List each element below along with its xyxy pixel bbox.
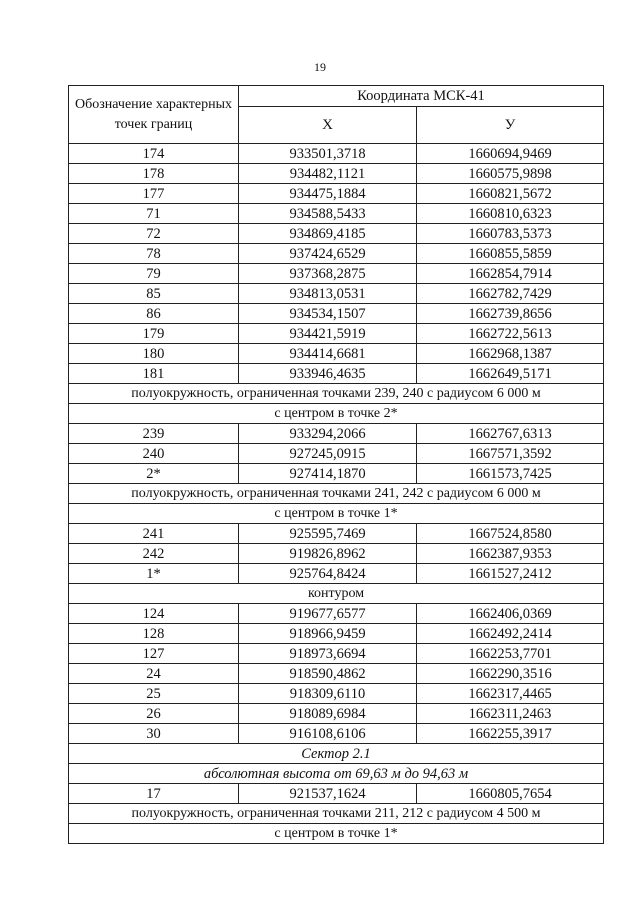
table-row	[69, 744, 604, 764]
table-row	[69, 284, 604, 304]
point-id-cell: 17	[69, 784, 239, 804]
header-coordinate: Координата МСК-41	[239, 86, 604, 107]
table-row	[69, 164, 604, 184]
y-coordinate-cell: 1662492,2414	[417, 624, 604, 644]
table-row	[69, 824, 604, 844]
table-row	[69, 624, 604, 644]
x-coordinate-cell: 934813,0531	[239, 284, 417, 304]
y-coordinate-cell: 1667524,8580	[417, 524, 604, 544]
point-id-cell: 85	[69, 284, 239, 304]
x-coordinate-cell: 933946,4635	[239, 364, 417, 384]
point-id-cell: 78	[69, 244, 239, 264]
y-coordinate-cell: 1662767,6313	[417, 424, 604, 444]
point-id-cell: 127	[69, 644, 239, 664]
y-coordinate-cell: 1660810,6323	[417, 204, 604, 224]
x-coordinate-cell: 933501,3718	[239, 144, 417, 164]
point-id-cell: 174	[69, 144, 239, 164]
point-id-cell: 241	[69, 524, 239, 544]
table-row	[69, 264, 604, 284]
table-row	[69, 444, 604, 464]
y-coordinate-cell: 1662317,4465	[417, 684, 604, 704]
y-coordinate-cell: 1662387,9353	[417, 544, 604, 564]
table-row	[69, 504, 604, 524]
x-coordinate-cell: 918089,6984	[239, 704, 417, 724]
note-cell: контуром	[69, 584, 604, 604]
point-id-cell: 86	[69, 304, 239, 324]
x-coordinate-cell: 925764,8424	[239, 564, 417, 584]
y-coordinate-cell: 1662782,7429	[417, 284, 604, 304]
point-id-cell: 30	[69, 724, 239, 744]
note-cell: полуокружность, ограниченная точками 241, 242 с радиусом 6 000 м	[69, 484, 604, 504]
y-coordinate-cell: 1660783,5373	[417, 224, 604, 244]
table-row	[69, 524, 604, 544]
point-id-cell: 128	[69, 624, 239, 644]
y-coordinate-cell: 1662406,0369	[417, 604, 604, 624]
y-coordinate-cell: 1661527,2412	[417, 564, 604, 584]
x-coordinate-cell: 918973,6694	[239, 644, 417, 664]
x-coordinate-cell: 934869,4185	[239, 224, 417, 244]
x-coordinate-cell: 918966,9459	[239, 624, 417, 644]
y-coordinate-cell: 1662255,3917	[417, 724, 604, 744]
x-coordinate-cell: 934475,1884	[239, 184, 417, 204]
x-coordinate-cell: 933294,2066	[239, 424, 417, 444]
table-row	[69, 664, 604, 684]
x-coordinate-cell: 921537,1624	[239, 784, 417, 804]
point-id-cell: 240	[69, 444, 239, 464]
table-row	[69, 604, 604, 624]
y-coordinate-cell: 1660575,9898	[417, 164, 604, 184]
table-row	[69, 384, 604, 404]
x-coordinate-cell: 927245,0915	[239, 444, 417, 464]
point-id-cell: 239	[69, 424, 239, 444]
x-coordinate-cell: 934534,1507	[239, 304, 417, 324]
x-coordinate-cell: 918590,4862	[239, 664, 417, 684]
note-cell: полуокружность, ограниченная точками 211, 212 с радиусом 4 500 м	[69, 804, 604, 824]
point-id-cell: 124	[69, 604, 239, 624]
y-coordinate-cell: 1660855,5859	[417, 244, 604, 264]
y-coordinate-cell: 1660821,5672	[417, 184, 604, 204]
header-x: Х	[239, 107, 417, 144]
table-row	[69, 704, 604, 724]
x-coordinate-cell: 934482,1121	[239, 164, 417, 184]
section-heading-cell: Сектор 2.1	[69, 744, 604, 764]
y-coordinate-cell: 1662722,5613	[417, 324, 604, 344]
x-coordinate-cell: 919826,8962	[239, 544, 417, 564]
header-y: У	[417, 107, 604, 144]
y-coordinate-cell: 1662739,8656	[417, 304, 604, 324]
point-id-cell: 71	[69, 204, 239, 224]
table-row	[69, 684, 604, 704]
x-coordinate-cell: 934588,5433	[239, 204, 417, 224]
point-id-cell: 24	[69, 664, 239, 684]
point-id-cell: 180	[69, 344, 239, 364]
note-cell: с центром в точке 1*	[69, 824, 604, 844]
x-coordinate-cell: 927414,1870	[239, 464, 417, 484]
x-coordinate-cell: 937424,6529	[239, 244, 417, 264]
x-coordinate-cell: 916108,6106	[239, 724, 417, 744]
x-coordinate-cell: 934414,6681	[239, 344, 417, 364]
point-id-cell: 72	[69, 224, 239, 244]
point-id-cell: 26	[69, 704, 239, 724]
point-id-cell: 1*	[69, 564, 239, 584]
table-row	[69, 484, 604, 504]
y-coordinate-cell: 1662311,2463	[417, 704, 604, 724]
y-coordinate-cell: 1662649,5171	[417, 364, 604, 384]
table-row	[69, 424, 604, 444]
y-coordinate-cell: 1662290,3516	[417, 664, 604, 684]
y-coordinate-cell: 1662854,7914	[417, 264, 604, 284]
y-coordinate-cell: 1661573,7425	[417, 464, 604, 484]
table-row	[69, 784, 604, 804]
table-row	[69, 764, 604, 784]
table-row	[69, 324, 604, 344]
table-row	[69, 364, 604, 384]
section-heading-cell: абсолютная высота от 69,63 м до 94,63 м	[69, 764, 604, 784]
table-row	[69, 584, 604, 604]
header-designation: Обозначение характерных точек границ	[69, 86, 239, 144]
table-row	[69, 544, 604, 564]
point-id-cell: 181	[69, 364, 239, 384]
table-row	[69, 804, 604, 824]
note-cell: с центром в точке 1*	[69, 504, 604, 524]
table-row	[69, 344, 604, 364]
table-row	[69, 244, 604, 264]
table-row	[69, 144, 604, 164]
x-coordinate-cell: 919677,6577	[239, 604, 417, 624]
page-number: 19	[314, 60, 326, 74]
point-id-cell: 79	[69, 264, 239, 284]
x-coordinate-cell: 925595,7469	[239, 524, 417, 544]
y-coordinate-cell: 1662968,1387	[417, 344, 604, 364]
point-id-cell: 2*	[69, 464, 239, 484]
y-coordinate-cell: 1660805,7654	[417, 784, 604, 804]
point-id-cell: 177	[69, 184, 239, 204]
y-coordinate-cell: 1660694,9469	[417, 144, 604, 164]
table-row	[69, 464, 604, 484]
note-cell: с центром в точке 2*	[69, 404, 604, 424]
table-row	[69, 564, 604, 584]
y-coordinate-cell: 1667571,3592	[417, 444, 604, 464]
table-row	[69, 644, 604, 664]
table-row	[69, 404, 604, 424]
point-id-cell: 242	[69, 544, 239, 564]
table-row	[69, 184, 604, 204]
table-row	[69, 204, 604, 224]
x-coordinate-cell: 934421,5919	[239, 324, 417, 344]
x-coordinate-cell: 918309,6110	[239, 684, 417, 704]
table-row	[69, 724, 604, 744]
point-id-cell: 25	[69, 684, 239, 704]
coordinates-table	[68, 85, 604, 844]
y-coordinate-cell: 1662253,7701	[417, 644, 604, 664]
table-row	[69, 304, 604, 324]
point-id-cell: 178	[69, 164, 239, 184]
note-cell: полуокружность, ограниченная точками 239, 240 с радиусом 6 000 м	[69, 384, 604, 404]
x-coordinate-cell: 937368,2875	[239, 264, 417, 284]
point-id-cell: 179	[69, 324, 239, 344]
table-row	[69, 224, 604, 244]
table-body	[69, 144, 604, 844]
